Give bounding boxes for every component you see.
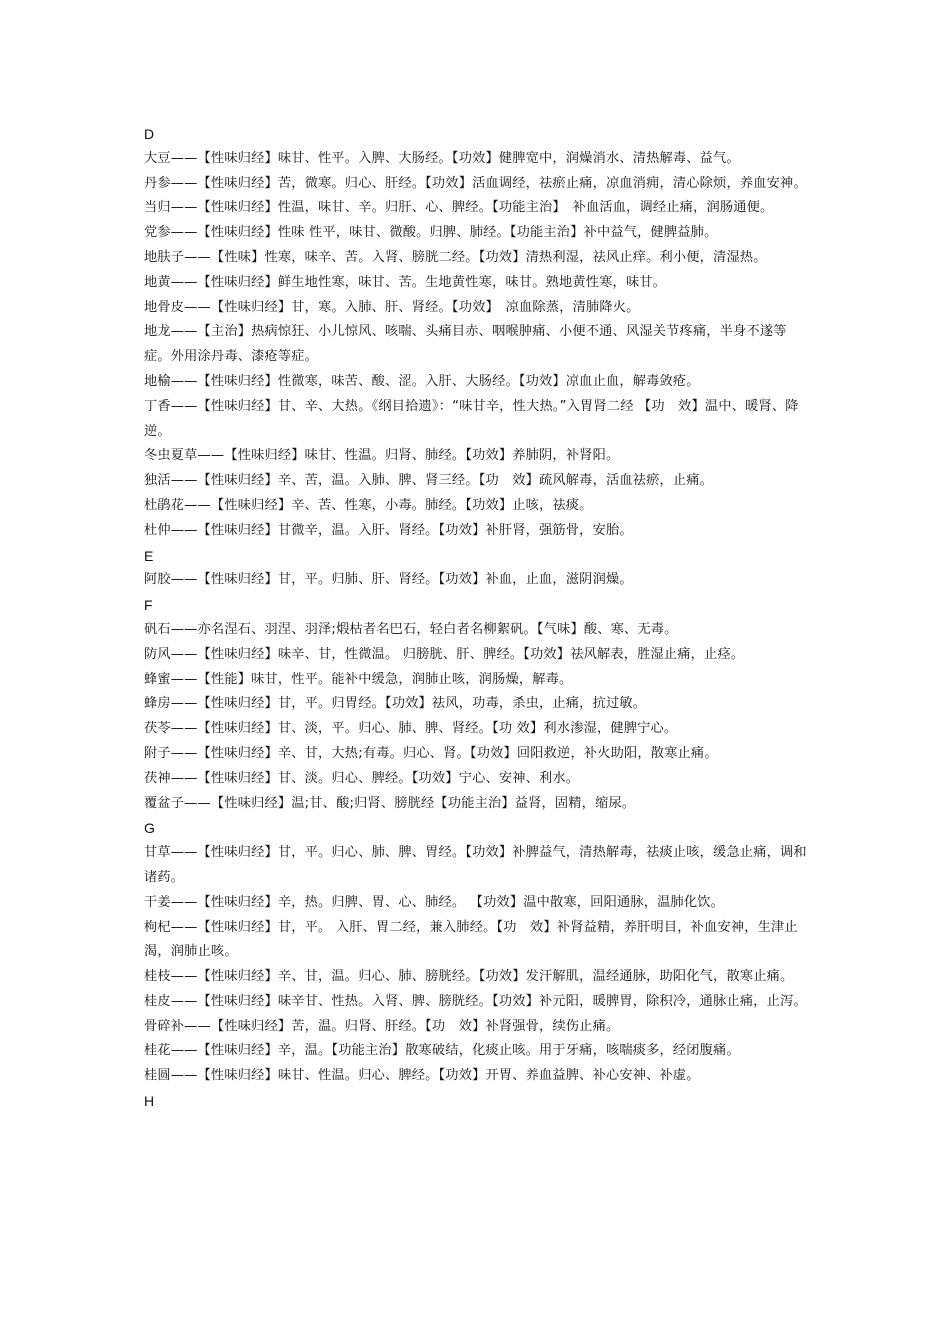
section-letter-heading: D bbox=[144, 126, 155, 142]
herb-entry: 矾石——亦名涅石、羽涅、羽泽;煅枯者名巴石，轻白者名柳絮矾。【气味】酸、寒、无毒。 bbox=[144, 621, 678, 637]
section-letter-heading: G bbox=[144, 820, 155, 837]
herb-entry: 地肤子——【性味】性寒，味辛、苦。入肾、膀胱二经。【功效】清热利湿，祛风止痒。利小便，清湿热。 bbox=[144, 249, 767, 265]
herb-entry: 党参——【性味归经】性味 性平，味甘、微酸。归脾、肺经。【功能主治】补中益气，健脾益肺。 bbox=[144, 225, 718, 241]
herb-entry: 丹参——【性味归经】苦，微寒。归心、肝经。【功效】活血调经，祛瘀止痛，凉血消痈，清心除烦，养血安神。 bbox=[144, 175, 807, 191]
herb-entry: 地骨皮——【性味归经】甘，寒。入肺、肝、肾经。【功效】 凉血除蒸，清肺降火。 bbox=[144, 299, 640, 315]
herb-entry: 独活——【性味归经】辛、苦，温。入肺、脾、肾三经。【功 效】疏风解毒，活血祛瘀，止痛。 bbox=[144, 473, 714, 489]
herb-entry: 附子——【性味归经】辛、甘，大热;有毒。归心、肾。【功效】回阳救逆，补火助阳，散寒止痛。 bbox=[144, 745, 718, 761]
herb-entry: 杜鹃花——【性味归经】辛、苦、性寒，小毒。肺经。【功效】止咳，祛痰。 bbox=[144, 497, 593, 513]
herb-entry: 地龙——【主治】热病惊狂、小儿惊风、咳喘、头痛目赤、咽喉肿痛、小便不通、风湿关节疼痛，半身不遂等症。外用涂丹毒、漆疮等症。 bbox=[144, 324, 787, 365]
herb-entry: 大豆——【性味归经】味甘、性平。入脾、大肠经。【功效】健脾宽中，润燥消水、清热解毒、益气。 bbox=[144, 150, 740, 166]
herb-entry: 茯苓——【性味归经】甘、淡，平。归心、肺、脾、肾经。【功 效】利水渗湿，健脾宁心。 bbox=[144, 721, 678, 737]
herb-entry: 冬虫夏草——【性味归经】味甘、性温。归肾、肺经。【功效】养肺阴，补肾阳。 bbox=[144, 448, 620, 464]
herb-entry: 桂花——【性味归经】辛，温。【功能主治】散寒破结，化痰止咳。用于牙痛，咳喘痰多，经闭腹痛。 bbox=[144, 1043, 740, 1059]
herb-entry: 当归——【性味归经】性温，味甘、辛。归肝、心、脾经。【功能主治】 补血活血，调经止痛，润肠通便。 bbox=[144, 200, 774, 216]
herb-index bbox=[144, 122, 812, 1114]
section-letter-heading: H bbox=[144, 1093, 155, 1110]
herb-entry: 干姜——【性味归经】辛，热。归脾、胃、心、肺经。 【功效】温中散寒，回阳通脉，温肺化饮。 bbox=[144, 894, 725, 910]
herb-entry: 骨碎补——【性味归经】苦，温。归肾、肝经。【功 效】补肾强骨，续伤止痛。 bbox=[144, 1018, 620, 1034]
herb-entry: 甘草——【性味归经】甘，平。归心、肺、脾、胃经。【功效】补脾益气，清热解毒，祛痰止咳，缓急止痛，调和诸药。 bbox=[144, 845, 807, 885]
herb-entry: 枸杞——【性味归经】甘，平。 入肝、胃二经，兼入肺经。【功 效】补肾益精，养肝明目，补血安神，生津止渴，润肺止咳。 bbox=[144, 919, 798, 960]
herb-entry: 覆盆子——【性味归经】温;甘、酸;归肾、膀胱经【功能主治】益肾，固精，缩尿。 bbox=[144, 795, 636, 811]
herb-entry: 桂圆——【性味归经】味甘、性温。归心、脾经。【功效】开胃、养血益脾、补心安神、补虚。 bbox=[144, 1068, 700, 1084]
herb-entry: 蜂房——【性味归经】甘，平。归胃经。【功效】祛风，功毒，杀虫，止痛，抗过敏。 bbox=[144, 696, 647, 712]
section-letter-heading: F bbox=[144, 597, 153, 614]
herb-entry: 杜仲——【性味归经】甘微辛，温。入肝、肾经。【功效】补肝肾，强筋骨，安胎。 bbox=[144, 522, 633, 538]
herb-entry: 茯神——【性味归经】甘、淡。归心、脾经。【功效】宁心、安神、利水。 bbox=[144, 770, 580, 786]
herb-entry: 防风——【性味归经】味辛、甘，性微温。 归膀胱、肝、脾经。【功效】祛风解表，胜湿止痛，止痉。 bbox=[144, 646, 745, 662]
herb-entry: 蜂蜜——【性能】味甘，性平。能补中缓急，润肺止咳，润肠燥，解毒。 bbox=[144, 671, 573, 687]
herb-entry: 桂皮——【性味归经】味辛甘、性热。入肾、脾、膀胱经。【功效】补元阳，暖脾胃，除积冷，通脉止痛，止泻。 bbox=[144, 993, 807, 1009]
herb-entry: 地黄——【性味归经】鲜生地性寒，味甘、苦。生地黄性寒，味甘。熟地黄性寒，味甘。 bbox=[144, 274, 667, 290]
herb-entry: 阿胶——【性味归经】甘，平。归肺、肝、肾经。【功效】补血，止血，滋阴润燥。 bbox=[144, 572, 633, 588]
section-letter-heading: E bbox=[144, 547, 154, 564]
herb-entry: 桂枝——【性味归经】辛、甘，温。归心、肺、膀胱经。【功效】发汗解肌，温经通脉，助阳化气，散寒止痛。 bbox=[144, 969, 794, 985]
herb-entry: 丁香——【性味归经】甘、辛、大热。《纲目拾遗》：“味甘辛，性大热。”入胃肾二经 【功 效】温中、暖肾、降逆。 bbox=[144, 398, 799, 439]
herb-entry: 地榆——【性味归经】性微寒，味苦、酸、涩。入肝、大肠经。【功效】凉血止血，解毒敛疮。 bbox=[144, 373, 700, 389]
